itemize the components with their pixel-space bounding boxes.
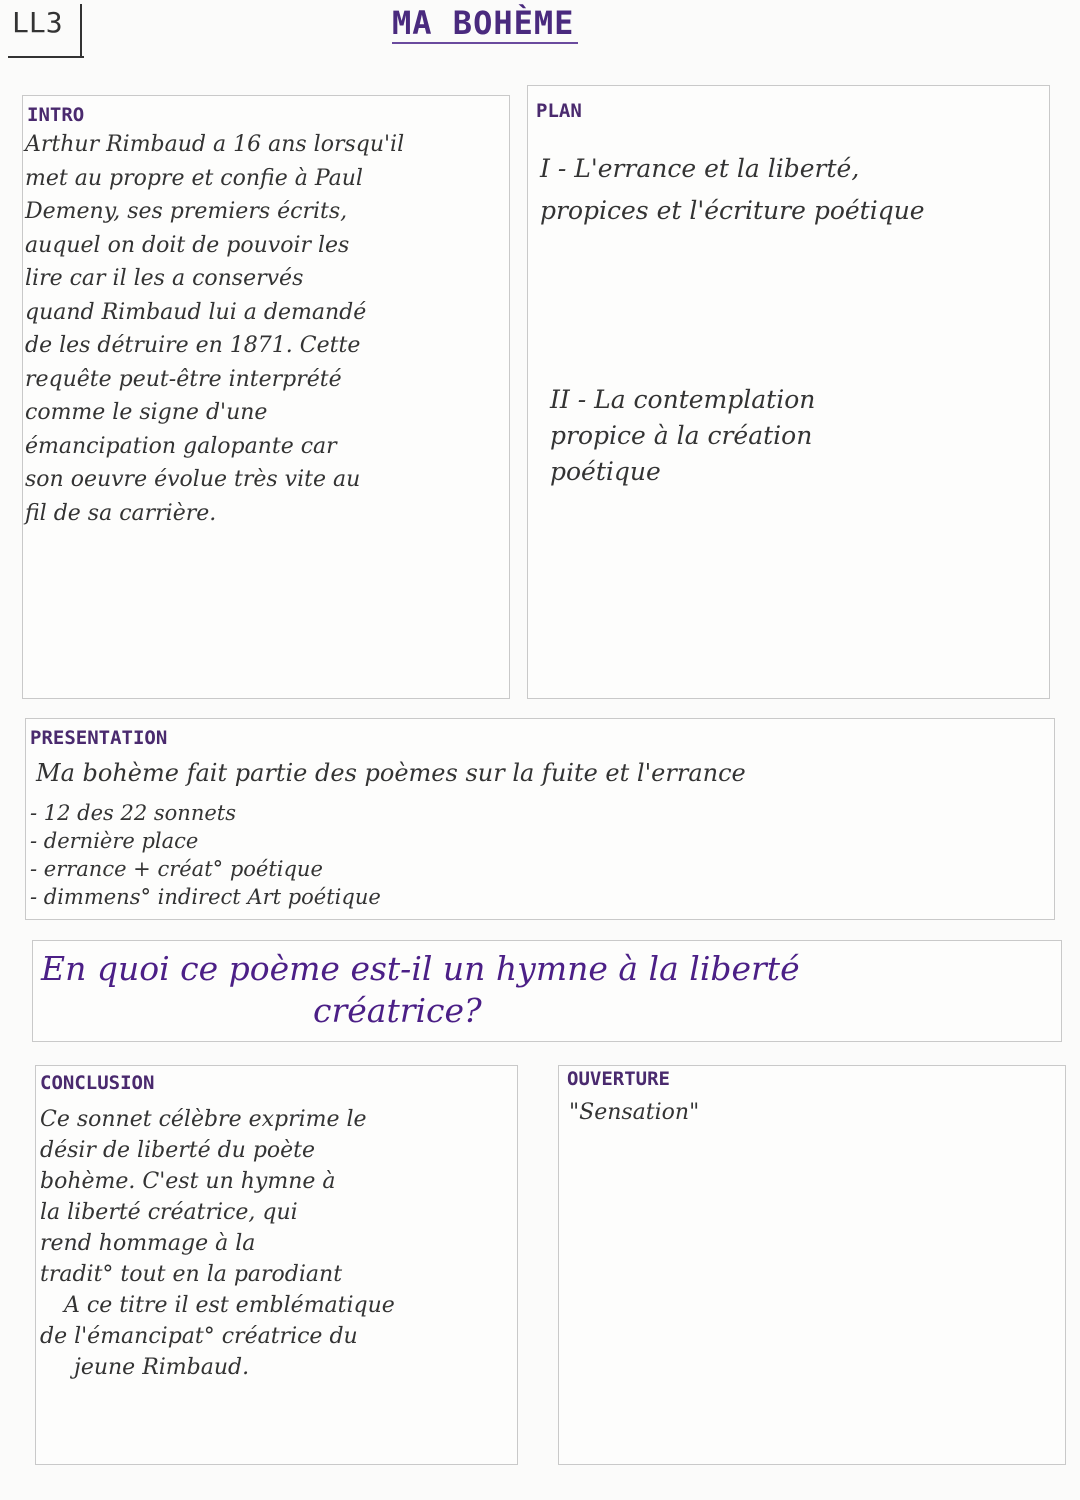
presentation-item: - dimmens° indirect Art poétique: [30, 885, 381, 909]
intro-line: lire car il les a conservés: [25, 266, 304, 291]
conclusion-line: A ce titre il est emblématique: [64, 1293, 395, 1318]
intro-line: Demeny, ses premiers écrits,: [25, 199, 348, 224]
intro-line: comme le signe d'une: [25, 400, 268, 425]
conclusion-text: [40, 1104, 395, 1383]
conclusion-line: la liberté créatrice, qui: [40, 1200, 298, 1225]
plan-line: propices et l'écriture poétique: [540, 196, 925, 225]
document-label: LL3: [12, 6, 63, 39]
title-underline: [392, 42, 578, 44]
plan-part-1: [540, 148, 925, 232]
presentation-item: - dernière place: [30, 829, 199, 853]
conclusion-line: jeune Rimbaud.: [74, 1355, 250, 1380]
presentation-intro: Ma bohème fait partie des poèmes sur la fuite et l'errance: [36, 759, 746, 787]
intro-box: [22, 95, 510, 699]
presentation-item: - 12 des 22 sonnets: [30, 801, 237, 825]
problematic-line: En quoi ce poème est-il un hymne à la liberté: [41, 949, 800, 988]
conclusion-line: tradit° tout en la parodiant: [40, 1262, 343, 1287]
plan-line: II - La contemplation: [550, 385, 816, 414]
conclusion-heading: CONCLUSION: [40, 1072, 155, 1094]
intro-line: fil de sa carrière.: [25, 500, 217, 526]
conclusion-line: de l'émancipat° créatrice du: [40, 1324, 358, 1349]
intro-text: [25, 128, 404, 530]
plan-line: I - L'errance et la liberté,: [540, 154, 860, 183]
conclusion-line: rend hommage à la: [40, 1231, 256, 1256]
presentation-heading: PRESENTATION: [30, 727, 168, 749]
plan-box: [527, 85, 1050, 699]
intro-line: Arthur Rimbaud a 16 ans lorsqu'il: [25, 132, 405, 157]
conclusion-box: [35, 1065, 518, 1465]
intro-line: auquel on doit de pouvoir les: [25, 232, 350, 258]
intro-line: émancipation galopante car: [25, 433, 337, 459]
presentation-box: [25, 718, 1055, 920]
ouverture-text: "Sensation": [569, 1100, 700, 1125]
conclusion-line: Ce sonnet célèbre exprime le: [40, 1107, 367, 1132]
plan-heading: PLAN: [536, 100, 582, 122]
problematic-line: créatrice?: [313, 991, 482, 1030]
intro-line: quand Rimbaud lui a demandé: [25, 299, 367, 325]
intro-heading: INTRO: [27, 104, 85, 126]
conclusion-line: bohème. C'est un hymne à: [40, 1169, 336, 1194]
label-underline: [8, 56, 84, 58]
presentation-item: - errance + créat° poétique: [30, 857, 323, 881]
intro-line: de les détruire en 1871. Cette: [25, 333, 361, 358]
ouverture-heading: OUVERTURE: [567, 1068, 670, 1090]
ouverture-box: [558, 1065, 1066, 1465]
page-title: MA BOHÈME: [392, 4, 575, 42]
intro-line: met au propre et confie à Paul: [25, 165, 363, 191]
plan-line: poétique: [550, 457, 661, 486]
plan-part-2: [550, 382, 815, 490]
presentation-list: [30, 799, 381, 911]
problematic-box: [32, 940, 1062, 1042]
label-divider: [80, 4, 82, 56]
plan-line: propice à la création: [550, 421, 813, 450]
intro-line: requête peut-être interprété: [25, 366, 342, 392]
intro-line: son oeuvre évolue très vite au: [25, 467, 361, 492]
conclusion-line: désir de liberté du poète: [40, 1138, 316, 1163]
